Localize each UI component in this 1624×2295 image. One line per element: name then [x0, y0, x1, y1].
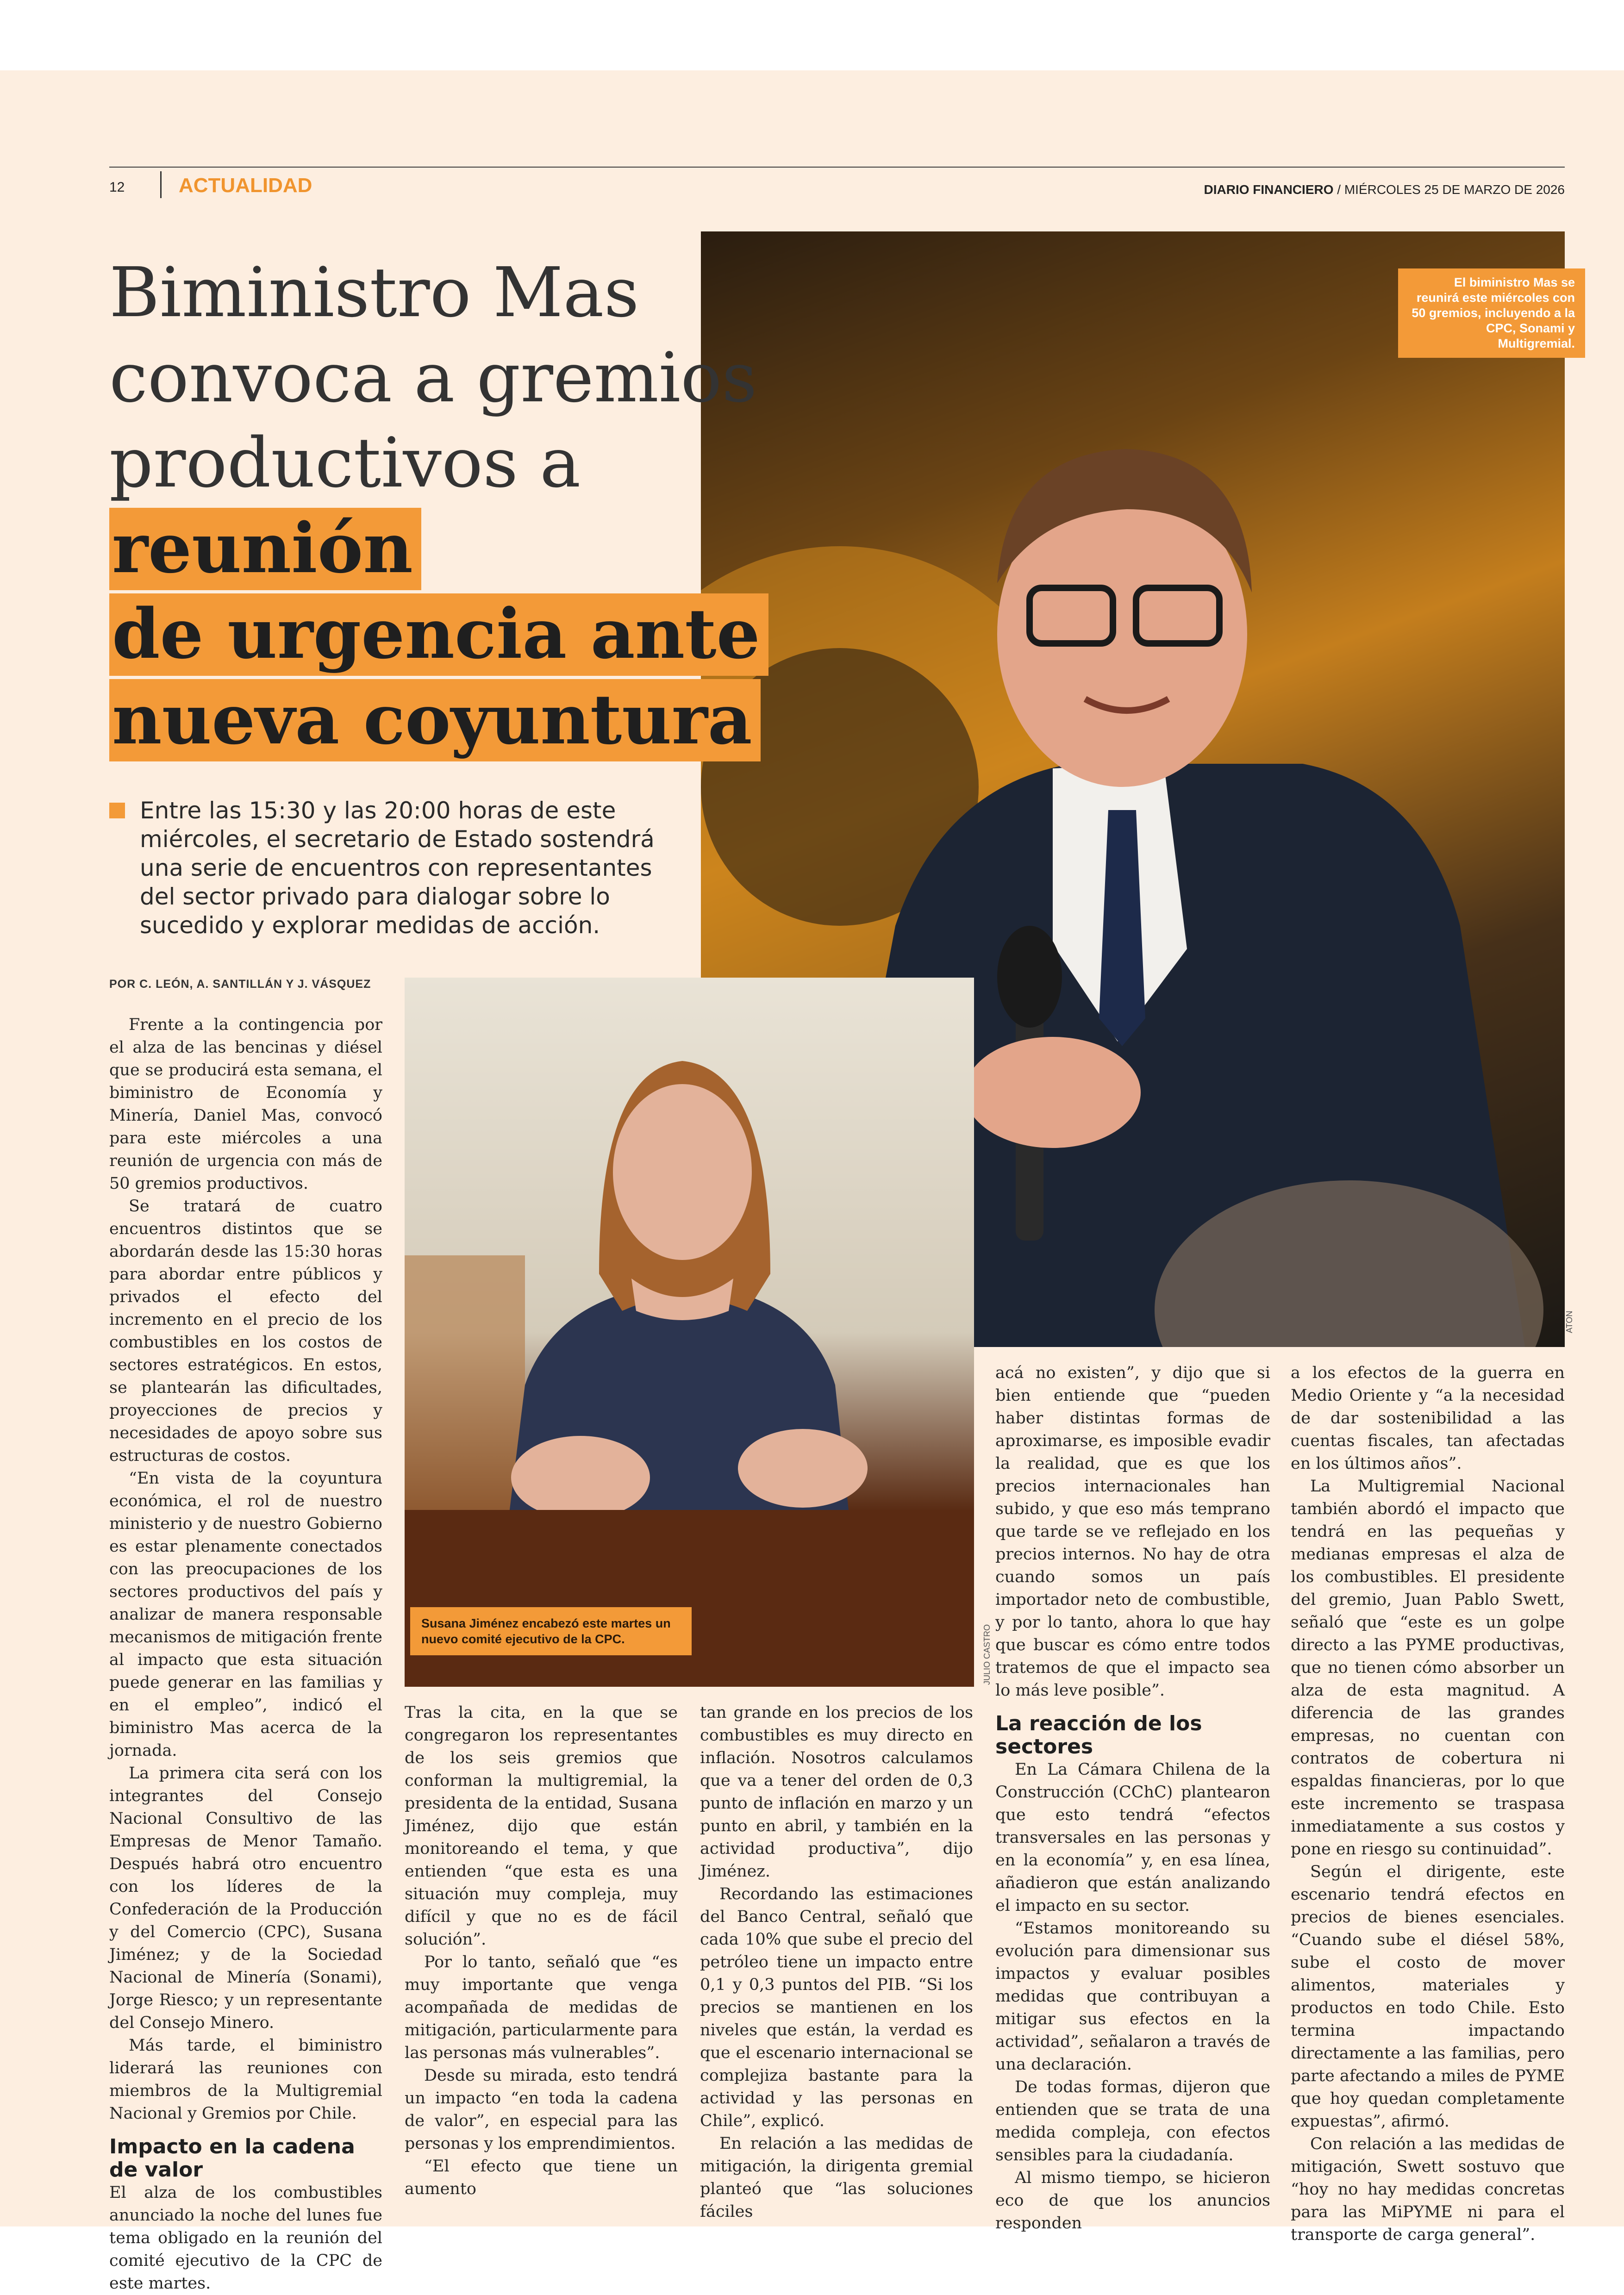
article-column-3 — [700, 1702, 973, 2223]
paragraph: tan grande en los precios de los combustibles es muy directo en inflación. Nosotros calculamos que va a tener del orden de 0,3 punto de inflación en marzo y un punto en abril, y también en la actividad productiva”, dijo Jiménez. — [700, 1703, 973, 1881]
paragraph: La Multigremial Nacional también abordó el impacto que tendrá en las pequeñas y medianas empresas el alza de los combustibles. El presidente del gremio, Juan Pablo Swett, señaló que “este es un golpe directo a las PYME productivas, que no tienen cómo absorber un alza de esta magnitud. A diferencia de las grandes empresas, no cuentan con contratos de cobertura ni espaldas financieras, por lo que este incremento se traspasa inmediatamente a sus costos y pone en riesgo su continuidad”. — [1291, 1477, 1565, 1858]
secondary-photo-caption: Susana Jiménez encabezó este martes un nuevo comité ejecutivo de la CPC. — [410, 1607, 692, 1655]
paragraph: Al mismo tiempo, se hicieron eco de que los anuncios responden — [995, 2169, 1270, 2233]
paragraph: Se tratará de cuatro encuentros distintos que se abordarán desde las 15:30 horas para abordar entre públicos y privados el efecto del incremento en el precio de los combustibles en los costos de sectores estratégicos. En estos, se plantearán las dificultades, proyecciones de precios y necesidades de apoyo sobre sus estructuras de costos. — [109, 1197, 382, 1465]
square-bullet-icon — [109, 803, 125, 818]
paragraph: En relación a las medidas de mitigación, la dirigenta gremial planteó que “las soluciones fáciles — [700, 2134, 973, 2221]
article-column-5 — [1291, 1362, 1565, 2246]
paragraph: Tras la cita, en la que se congregaron los representantes de los seis gremios que conforman la multigremial, la presidenta de la entidad, Susana Jiménez, dijo que están monitoreando el tema, y que entienden “que esta es una situación muy compleja, muy difícil y que no es de fácil solución”. — [405, 1703, 678, 1949]
page-number: 12 — [109, 180, 125, 195]
paragraph: Más tarde, el biministro liderará las reuniones con miembros de la Multigremial Nacional y Gremios por Chile. — [109, 2036, 382, 2123]
byline: POR C. LEÓN, A. SANTILLÁN Y J. VÁSQUEZ — [109, 978, 371, 991]
section-label: ACTUALIDAD — [179, 174, 312, 197]
masthead — [1204, 182, 1565, 197]
lead-paragraph — [109, 796, 679, 939]
subheading-reaccion: La reacción de los sectores — [995, 1712, 1202, 1759]
paragraph: De todas formas, dijeron que entienden que se trata de una medida compleja, con efectos sensibles para la ciudadanía. — [995, 2078, 1270, 2164]
paragraph: Recordando las estimaciones del Banco Central, señaló que cada 10% que sube el precio del petróleo tiene un impacto entre 0,1 y 0,3 puntos del PIB. “Si los precios se mantienen en los niveles que están, la verdad es que el escenario internacional se complejiza bastante para la actividad y las personas en Chile”, explicó. — [700, 1885, 973, 2130]
subheading-impacto: Impacto en la cadena de valor — [109, 2135, 355, 2182]
paragraph: El alza de los combustibles anunciado la noche del lunes fue tema obligado en la reunión del comité ejecutivo de la CPC de este martes. — [109, 2183, 382, 2293]
headline-highlight-2: de urgencia ante — [109, 593, 768, 676]
paragraph: a los efectos de la guerra en Medio Oriente y “a la necesidad de dar sostenibilidad a las cuentas fiscales, tan afectadas en los últimos años”. — [1291, 1364, 1565, 1473]
paragraph: Según el dirigente, este escenario tendrá efectos en precios de bienes esenciales. “Cuando sube el diésel 58%, sube el costo de mover alimentos, materiales y productos en todo Chile. Esto termina impactando directamente a las familias, pero parte afectando a miles de PYME que hoy quedan completamente expuestas”, afirmó. — [1291, 1863, 1565, 2131]
paragraph: “El efecto que tiene un aumento — [405, 2157, 678, 2198]
article-column-1 — [109, 1014, 382, 2295]
headline — [109, 250, 785, 762]
paragraph: acá no existen”, y dijo que si bien entiende que “pueden haber distintas formas de aproximarse, es imposible evadir la realidad, que es que los precios internacionales han subido, y que eso más temprano que tarde se ve reflejado en los precios internos. No hay de otra cuando somos un país importador neto de combustible, y por lo tanto, ahora lo que hay que buscar es cómo entre todos tratemos de que el impacto sea lo más leve posible”. — [995, 1364, 1270, 1700]
paragraph: “En vista de la coyuntura económica, el rol de nuestro ministerio y de nuestro Gobierno es estar plenamente conectados con las preocupaciones de los sectores productivos del país y analizar de manera responsable mecanismos de mitigación frente al impacto que esta situación puede generar en las familias y en el empleo”, indicó el biministro Mas acerca de la jornada. — [109, 1469, 382, 1760]
article-column-2 — [405, 1702, 678, 2201]
paragraph: La primera cita será con los integrantes del Consejo Nacional Consultivo de las Empresas de Menor Tamaño. Después habrá otro encuentro con los líderes de la Confederación de la Producción y del Comercio (CPC), Susana Jiménez; y de la Sociedad Nacional de Minería (Sonami), Jorge Riesco; y un representante del Consejo Minero. — [109, 1764, 382, 2032]
secondary-photo — [405, 978, 974, 1687]
header-divider — [160, 171, 162, 198]
headline-highlight-3: nueva coyuntura — [109, 679, 761, 761]
paragraph: “Estamos monitoreando su evolución para dimensionar sus impactos y evaluar posibles medidas que contribuyan a mitigar sus efectos en la actividad”, señalaron a través de una declaración. — [995, 1919, 1270, 2074]
paragraph: Desde su mirada, esto tendrá un impacto “en toda la cadena de valor”, en especial para las personas y los emprendimientos. — [405, 2066, 678, 2153]
headline-highlight-1: reunión — [109, 508, 421, 590]
paragraph: En La Cámara Chilena de la Construcción (CChC) plantearon que esto tendrá “efectos transversales en las personas y en la economía” y, en esa línea, añadieron que están analizando el impacto en su sector. — [995, 1760, 1270, 1915]
main-photo-credit: ATON — [1565, 1310, 1574, 1333]
headline-line-3: productivos a — [109, 423, 581, 503]
lead-text: Entre las 15:30 y las 20:00 horas de este miércoles, el secretario de Estado sostendrá una serie de encuentros con representantes del sector privado para dialogar sobre lo sucedido y explorar medidas de acción. — [140, 797, 655, 939]
main-photo-caption: El biministro Mas se reunirá este miércoles con 50 gremios, incluyendo a la CPC, Sonami y Multigremial. — [1398, 268, 1585, 358]
headline-line-2: convoca a gremios — [109, 338, 757, 418]
headline-line-1: Biministro Mas — [109, 253, 639, 332]
jimenez-photo-illustration — [405, 978, 974, 1687]
secondary-photo-credit: JULIO CASTRO — [982, 1624, 992, 1685]
paragraph: Frente a la contingencia por el alza de las bencinas y diésel que se producirá esta semana, el biministro de Economía y Minería, Daniel Mas, convocó para este miércoles a una reunión de urgencia con más de 50 gremios productivos. — [109, 1016, 382, 1193]
publication-name: DIARIO FINANCIERO — [1204, 182, 1334, 197]
publication-date: / MIÉRCOLES 25 DE MARZO DE 2026 — [1333, 182, 1565, 197]
paragraph: Con relación a las medidas de mitigación, Swett sostuvo que “hoy no hay medidas concretas para las MiPYME ni para el transporte de carga general”. — [1291, 2135, 1565, 2244]
article-column-4 — [995, 1362, 1270, 2235]
header-rule — [109, 167, 1565, 168]
paragraph: Por lo tanto, señaló que “es muy importante que venga acompañada de medidas de mitigación, particularmente para las personas más vulnerables”. — [405, 1953, 678, 2062]
